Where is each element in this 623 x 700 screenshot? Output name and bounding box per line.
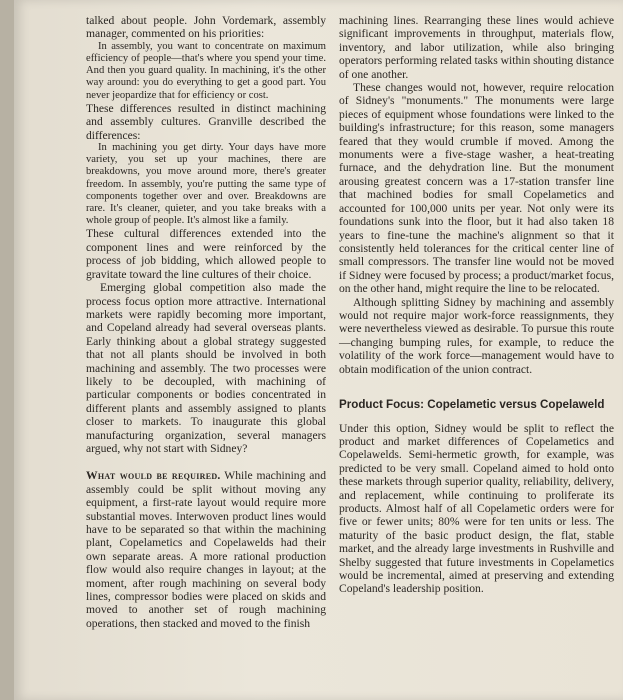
requirements-text: While machining and assembly could be split without moving any equipment, a first-rate layout would require more substantial moves. Interwoven product lines would have to be separated so that within the machining plant, Copelametics and Copelawelds had their own separate areas. A more rational production flow would also require changes in layout; at the moment, after rough machining on several body lines, compressor bodies were placed on skids and moved to another set of rough machining operations, then stacked and moved to the finish: [86, 469, 326, 630]
section-heading: Product Focus: Copelametic versus Copelaweld: [339, 397, 605, 411]
left-column: [86, 14, 326, 630]
product-focus-paragraph: Under this option, Sidney would be split to reflect the product and market differences of Copelametics and Copelawelds. Semi-hermetic growth, for example, was predicted to be very small. Copeland aimed to hold onto these markets through superior quality, reliability, delivery, and replacement, while continuing to proliferate its products. Almost half of all Copelametic orders were for five or fewer units; 80% were for ten units or less. The maturity of the basic product design, the flat, stable market, and the already large investments in Rushville and Shelby suggested that future investments in Copelametics would be incremental, aimed at preserving and extending Copeland's leadership position.: [339, 421, 614, 596]
monuments-paragraph: These changes would not, however, require relocation of Sidney's "monuments." The monuments were large pieces of equipment whose foundations were linked to the building's infrastructure; for this reason, some managers feared that they would crumble if moved. Among the monuments were a five-stage washer, a heat-treating furnace, and the dehydration line. But the monument arousing greatest concern was a 17-station transfer line that machined bodies for small Copelametics and accounted for 100,000 units per year. Not only were its foundations sunk into the floor, but it had also taken 18 years to fine-tune the machine's alignment so that it consistently held tolerances for the critical center line of small compressors. The transfer line would not be moved if Sidney were focused by process; a product/market focus, on the other hand, might require the line to be relocated.: [339, 81, 614, 296]
right-column: [339, 14, 614, 596]
workforce-paragraph: Although splitting Sidney by machining and assembly would not require major work-force reassignments, they were nevertheless viewed as desirable. To pursue this route—changing bumping rules, for example, to reduce the volatility of the work force—management would have to obtain modification of the union contract.: [339, 295, 614, 376]
global-competition-paragraph: Emerging global competition also made the process focus option more attractive. International markets were rapidly becoming more important, and Copeland already had several overseas plants. Early thinking about a global strategy suggested that not all plants should be involved in both machining and assembly. The two processes were likely to be decoupled, with machining of particular components or bodies concentrated in different plants and assembly assigned to plants closer to markets. To inaugurate this global manufacturing organization, several managers argued, why not start with Sidney?: [86, 281, 326, 455]
line-cultures-paragraph: These cultural differences extended into the component lines and were reinforced by the process of job bidding, which allowed people to gravitate toward the line cultures of their choice.: [86, 227, 326, 281]
requirements-runin-heading: What would be required.: [86, 469, 221, 483]
requirements-paragraph: [86, 469, 326, 630]
cultures-paragraph: These differences resulted in distinct machining and assembly cultures. Granville described the differences:: [86, 101, 326, 142]
machining-lines-paragraph: machining lines. Rearranging these lines would achieve significant improvements in throughput, materials flow, inventory, and labor utilization, while also bringing operators performing related tasks within shouting distance of one another.: [339, 14, 614, 81]
book-page: [14, 0, 623, 700]
granville-quote: In machining you get dirty. Your days have more variety, you set up your machines, there are breakdowns, you move around more, there's greater freedom. In assembly, you're putting the same type of components together over and over. Breakdowns are rare. It's cleaner, quieter, and you take breaks with a whole group of people. It's almost like a family.: [86, 142, 326, 227]
intro-paragraph: talked about people. John Vordemark, assembly manager, commented on his priorities:: [86, 14, 326, 41]
vordemark-quote: In assembly, you want to concentrate on maximum efficiency of people—that's where you spend your time. And then you guard quality. In machining, it's the other way around: you do everything to get a good part. You never jeopardize that for efficiency or cost.: [86, 40, 326, 101]
